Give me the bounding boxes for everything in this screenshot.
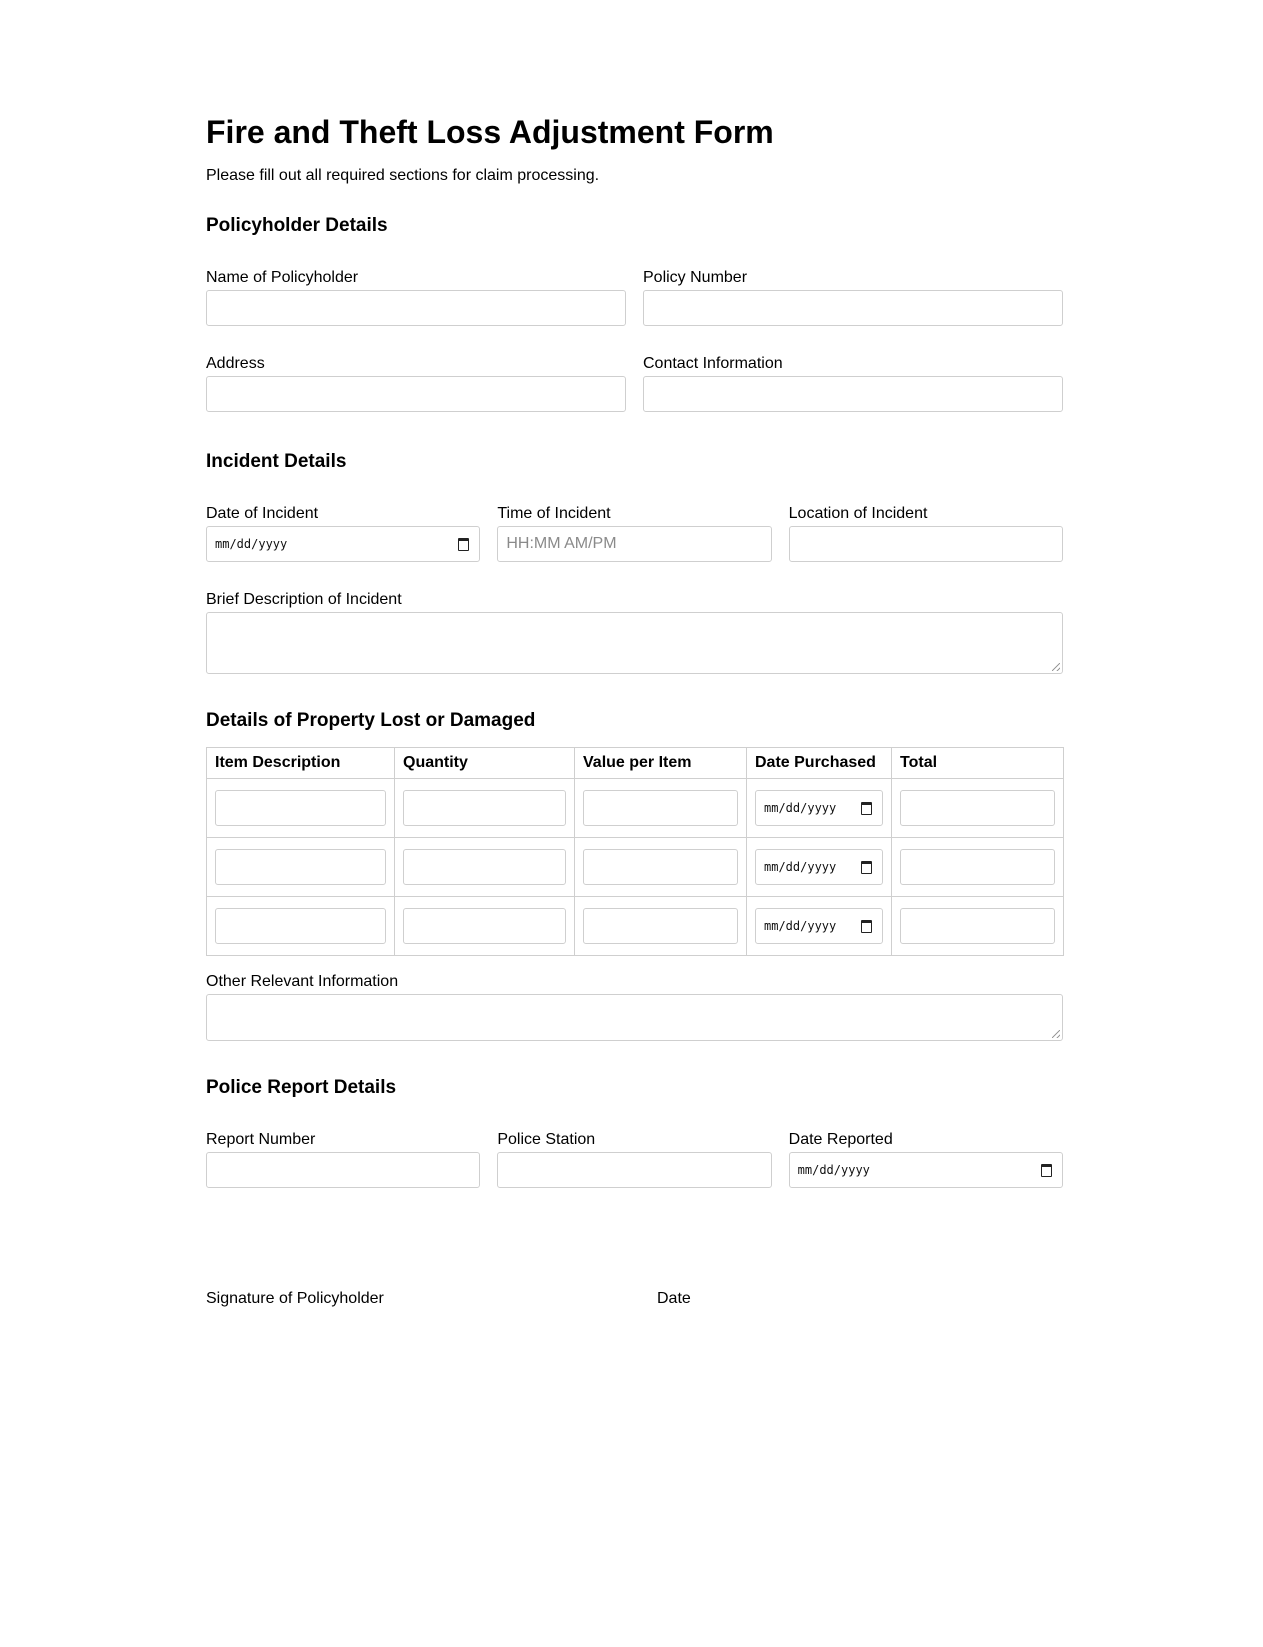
section-heading-property: Details of Property Lost or Damaged [206,710,536,731]
column-header-total: Total [892,748,1064,779]
police-station-input[interactable] [497,1152,771,1188]
calendar-icon[interactable] [861,802,872,815]
calendar-icon[interactable] [458,538,469,551]
date-purchased-placeholder: mm/dd/yyyy [764,919,837,933]
quantity-input[interactable] [403,908,566,944]
incident-description-label: Brief Description of Incident [206,591,402,608]
date-purchased-input[interactable] [755,849,883,885]
contact-information-input[interactable] [643,376,1063,412]
total-input[interactable] [900,790,1055,826]
table-row [207,897,1064,956]
address-input[interactable] [206,376,626,412]
page-subtitle: Please fill out all required sections for claim processing. [206,167,600,184]
table-row [207,838,1064,897]
resize-handle-icon[interactable] [1052,663,1060,671]
incident-location-label: Location of Incident [788,505,928,522]
incident-time-input[interactable] [497,526,771,562]
policyholder-name-label: Name of Policyholder [206,269,359,286]
policy-number-label: Policy Number [643,269,748,286]
form-page [206,108,1063,1307]
address-label: Address [206,355,265,372]
column-header-date-purchased: Date Purchased [747,748,892,779]
column-header-quantity: Quantity [395,748,575,779]
calendar-icon[interactable] [861,861,872,874]
value-per-item-input[interactable] [583,908,738,944]
date-purchased-input[interactable] [755,908,883,944]
date-reported-label: Date Reported [788,1131,893,1148]
property-table [206,747,1064,956]
resize-handle-icon[interactable] [1052,1030,1060,1038]
date-purchased-placeholder: mm/dd/yyyy [764,801,837,815]
quantity-input[interactable] [403,849,566,885]
other-information-textarea[interactable] [206,994,1063,1041]
column-header-value-per-item: Value per Item [575,748,747,779]
incident-date-placeholder: mm/dd/yyyy [215,537,288,551]
total-input[interactable] [900,908,1055,944]
incident-location-input[interactable] [789,526,1063,562]
date-purchased-placeholder: mm/dd/yyyy [764,860,837,874]
table-row [207,779,1064,838]
section-heading-policyholder: Policyholder Details [206,215,388,236]
policyholder-name-input[interactable] [206,290,626,326]
policy-number-input[interactable] [643,290,1063,326]
report-number-input[interactable] [206,1152,480,1188]
police-station-label: Police Station [497,1131,596,1148]
calendar-icon[interactable] [1041,1164,1052,1177]
column-header-item-description: Item Description [207,748,395,779]
quantity-input[interactable] [403,790,566,826]
total-input[interactable] [900,849,1055,885]
calendar-icon[interactable] [861,920,872,933]
item-description-input[interactable] [215,849,386,885]
other-information-label: Other Relevant Information [206,973,399,990]
section-heading-police: Police Report Details [206,1077,397,1098]
table-header-row [207,748,1064,779]
contact-information-label: Contact Information [643,355,783,372]
item-description-input[interactable] [215,790,386,826]
value-per-item-input[interactable] [583,790,738,826]
incident-date-input[interactable] [206,526,480,562]
signature-label: Signature of Policyholder [206,1290,384,1307]
date-purchased-input[interactable] [755,790,883,826]
incident-date-label: Date of Incident [206,505,319,522]
incident-time-placeholder: HH:MM AM/PM [506,535,617,552]
section-heading-incident: Incident Details [206,451,347,472]
date-reported-placeholder: mm/dd/yyyy [797,1163,870,1177]
date-reported-input[interactable] [789,1152,1063,1188]
page-title: Fire and Theft Loss Adjustment Form [206,114,774,150]
signature-date-label: Date [657,1290,691,1307]
incident-time-label: Time of Incident [497,505,611,522]
item-description-input[interactable] [215,908,386,944]
incident-description-textarea[interactable] [206,612,1063,674]
value-per-item-input[interactable] [583,849,738,885]
report-number-label: Report Number [206,1131,316,1148]
